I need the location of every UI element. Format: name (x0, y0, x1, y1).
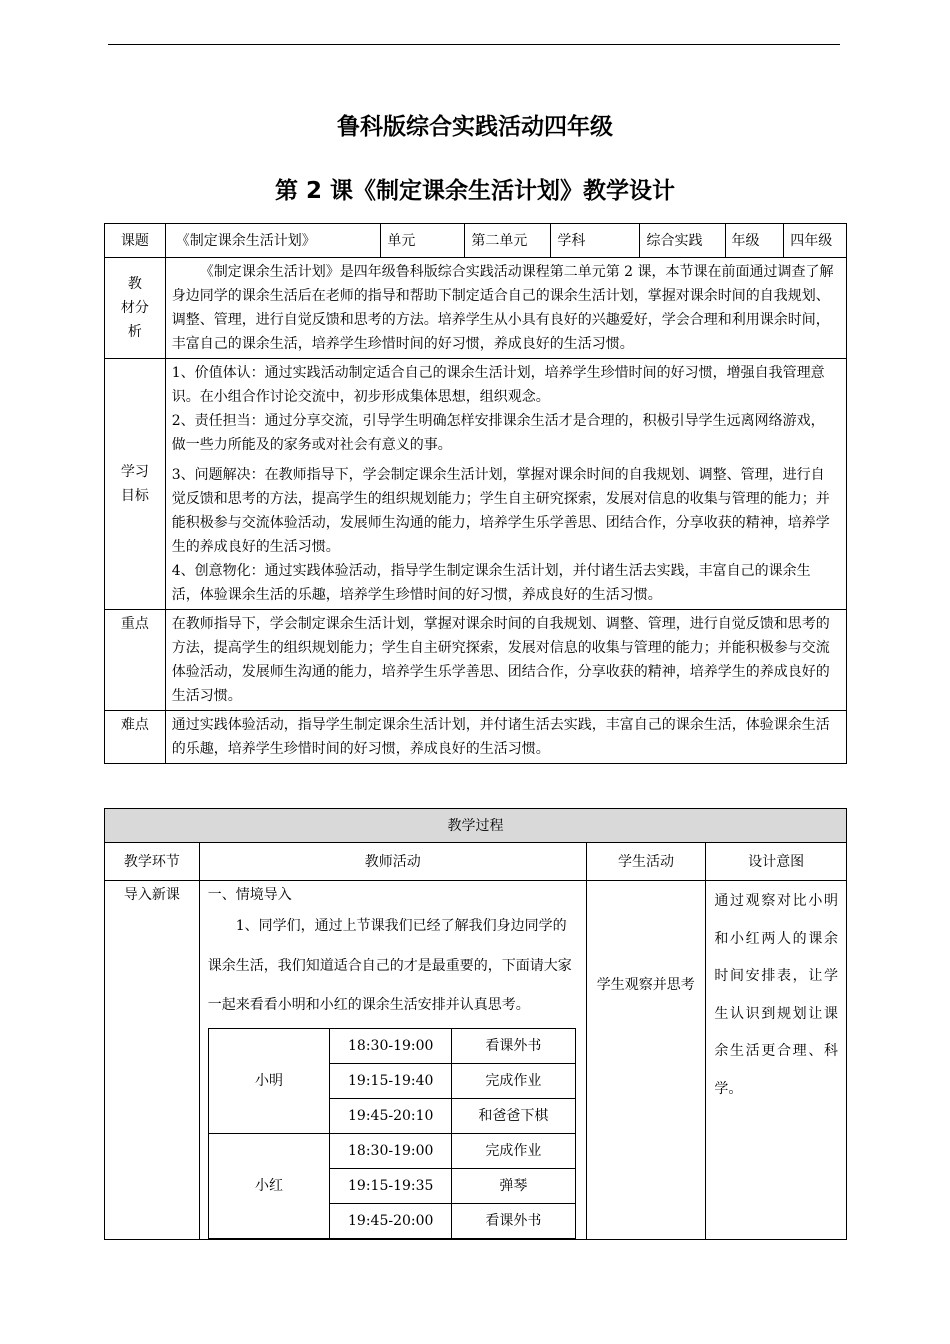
unit-label: 单元 (381, 224, 465, 258)
analysis-text: 《制定课余生活计划》是四年级鲁科版综合实践活动课程第二单元第 2 课，本节课在前面通过调查了解身边同学的课余生活后在老师的指导和帮助下制定适合自己的课余生活计划，掌握对课余时间的自我规划、调整、管理，进行自觉反馈和思考的方法。培养学生从小具有良好的兴趣爱好，学会合理和利用课余时间，丰富自己的课余生活，培养学生珍惜时间的好习惯，养成良好的生活习惯。 (165, 258, 846, 359)
schedule-name: 小红 (208, 1133, 330, 1238)
difficulties-text: 通过实践体验活动，指导学生制定课余生活计划，并付诸生活去实践，丰富自己的课余生活，体验课余生活的乐趣，培养学生珍惜时间的好习惯，养成良好的生活习惯。 (165, 711, 846, 764)
goal-item: 4、创意物化：通过实践体验活动，指导学生制定课余生活计划，并付诸生活去实践，丰富自己的课余生活，体验课余生活的乐趣，培养学生珍惜时间的好习惯，养成良好的生活习惯。 (171, 563, 811, 603)
topic-label: 课题 (105, 224, 166, 258)
key-points-text: 在教师指导下，学会制定课余生活计划，掌握对课余时间的自我规划、调整、管理，进行自觉反馈和思考的方法，提高学生的组织规划能力；学生自主研究探索，发展对信息的收集与管理的能力；并能积极参与交流体验活动，发展师生沟通的能力，培养学生乐学善思、团结合作，分享收获的精神，培养学生的养成良好的生活习惯。 (165, 610, 846, 711)
teacher-heading: 一、情境导入 (207, 887, 292, 903)
grade-label: 年级 (725, 224, 784, 258)
teaching-process-table (104, 808, 847, 1240)
col-header-design: 设计意图 (706, 843, 847, 881)
schedule-time: 18:30-19:00 (330, 1028, 452, 1063)
goal-item: 1、价值体认：通过实践活动制定适合自己的课余生活计划，培养学生珍惜时间的好习惯，增强自我管理意识。在小组合作讨论交流中，初步形成集体思想，组织观念。 (171, 365, 825, 405)
schedule-time: 19:15-19:40 (330, 1063, 452, 1098)
subject-label: 学科 (551, 224, 640, 258)
topic-value: 《制定课余生活计划》 (165, 224, 381, 258)
schedule-activity: 和爸爸下棋 (452, 1098, 576, 1133)
unit-value: 第二单元 (465, 224, 551, 258)
goal-item: 3、问题解决：在教师指导下，学会制定课余生活计划，掌握对课余时间的自我规划、调整、管理，进行自觉反馈和思考的方法，提高学生的组织规划能力；学生自主研究探索，发展对信息的收集与管理的能力；并能积极参与交流体验活动，发展师生沟通的能力，培养学生乐学善思、团结合作，分享收获的精神，培养学生的养成良好的生活习惯。 (171, 467, 830, 555)
schedule-activity: 弹琴 (452, 1168, 576, 1203)
goals-label: 学习目标 (105, 359, 166, 610)
schedule-activity: 完成作业 (452, 1133, 576, 1168)
schedule-activity: 看课外书 (452, 1028, 576, 1063)
stage-cell: 导入新课 (105, 881, 200, 1240)
schedule-time: 19:45-20:10 (330, 1098, 452, 1133)
process-header: 教学过程 (105, 809, 847, 843)
schedule-name: 小明 (208, 1028, 330, 1133)
col-header-teacher: 教师活动 (199, 843, 586, 881)
lesson-title: 第 2 课《制定课余生活计划》教学设计 (274, 178, 676, 204)
analysis-label: 教 材分析 (105, 258, 166, 359)
schedule-time: 19:45-20:00 (330, 1203, 452, 1238)
schedule-time: 18:30-19:00 (330, 1133, 452, 1168)
student-activity: 学生观察并思考 (586, 881, 706, 1240)
schedule-activity: 看课外书 (452, 1203, 576, 1238)
lesson-info-table (104, 223, 847, 764)
design-intent: 通过观察对比小明和小红两人的课余时间安排表，让学生认识到规划让课余生活更合理、科学。 (706, 881, 847, 1240)
grade-value: 四年级 (784, 224, 847, 258)
teacher-text: 1、同学们，通过上节课我们已经了解我们身边同学的课余生活，我们知道适合自己的才是最重要的，下面请大家一起来看看小明和小红的课余生活安排并认真思考。 (207, 918, 572, 1013)
teacher-activity (199, 881, 586, 1240)
schedule-table (208, 1028, 576, 1239)
doc-title: 鲁科版综合实践活动四年级 (337, 114, 613, 140)
header-rule (108, 44, 840, 45)
schedule-time: 19:15-19:35 (330, 1168, 452, 1203)
col-header-stage: 教学环节 (105, 843, 200, 881)
schedule-activity: 完成作业 (452, 1063, 576, 1098)
col-header-student: 学生活动 (586, 843, 706, 881)
goal-item: 2、责任担当：通过分享交流，引导学生明确怎样安排课余生活才是合理的，积极引导学生远离网络游戏，做一些力所能及的家务或对社会有意义的事。 (171, 413, 825, 453)
difficulties-label: 难点 (105, 711, 166, 764)
key-points-label: 重点 (105, 610, 166, 711)
goals-list (165, 359, 846, 610)
subject-value: 综合实践 (640, 224, 725, 258)
